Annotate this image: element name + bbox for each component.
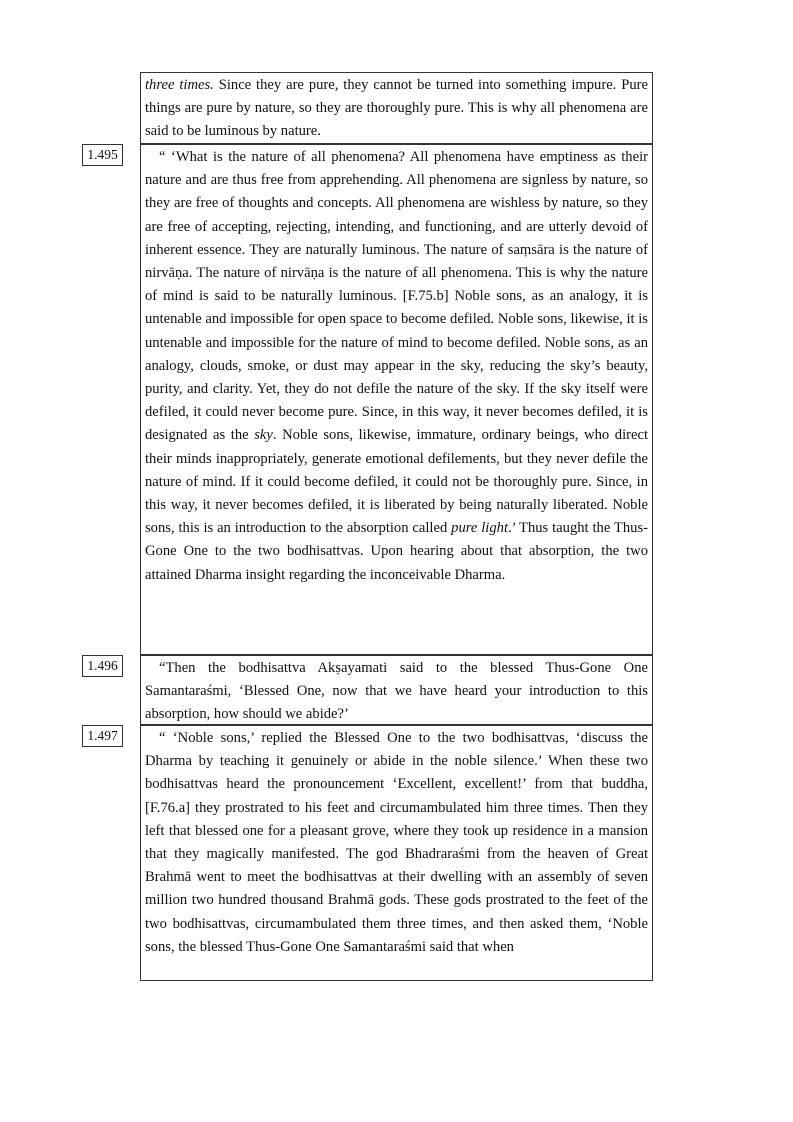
paragraph-number: 1.496 [82,655,123,677]
paragraph-number: 1.495 [82,144,123,166]
text-segment: “ ‘Noble sons,’ replied the Blessed One to the two bodhisattvas, ‘discuss the Dharma by teaching it genuinely or abide in the noble silence.’ When these two bodhisattvas heard the pronouncement ‘Excellent, excellent!’ from that buddha, [F.76.a] they prostrated to his feet and circumambulated him three times. Then they left that blessed one for a pleasant grove, where they took up residence in a mansion that they magically manifested. The god Bhadraraśmi from the heaven of Great Brahmā went to meet the bodhisattvas at their dwelling with an assembly of seven million two hundred thousand Brahmā gods. These gods prostrated to the feet of the two bodhisattvas, circumambulated them three times, and then asked them, ‘Noble sons, the blessed Thus-Gone One Samantaraśmi said that when [145,730,648,955]
paragraph-number: 1.497 [82,725,123,747]
text-segment: .’ Thus taught the Thus-Gone One to the two bodhisattvas. Upon hearing about that absorption, the two attained Dharma insight regarding the inconceivable Dharma. [145,520,648,583]
text-italic: pure light [451,520,508,537]
text-segment: “ ‘What is the nature of all phenomena? All phenomena have emptiness as their nature and are thus free from apprehending. All phenomena are signless by nature, so they are free of thoughts and concepts. All phenomena are wishless by nature, so they are free of accepting, rejecting, intending, and functioning, and are utterly devoid of inherent essence. They are naturally luminous. The nature of saṃsāra is the nature of nirvāṇa. The nature of nirvāṇa is the nature of all phenomena. This is why the nature of mind is said to be naturally luminous. [F.75.b] Noble sons, as an analogy, it is untenable and impossible for open space to become defiled. Noble sons, likewise, it is untenable and impossible for the nature of mind to become defiled. Noble sons, as an analogy, clouds, smoke, or dust may appear in the sky, reducing the sky’s beauty, purity, and clarity. Yet, they do not defile the nature of the sky. If the sky itself were defiled, it could never become pure. Since, in this way, it never becomes defiled, it is designated as the [145,149,648,444]
paragraph-1-495 [140,144,653,655]
text-segment: “Then the bodhisattva Akṣayamati said to the blessed Thus-Gone One Samantaraśmi, ‘Blessed One, now that we have heard your introduction to this absorption, how should we abide?’ [145,660,648,723]
paragraph-text [145,74,648,144]
text-italic: three times. [145,77,214,93]
text-segment: . Noble sons, likewise, immature, ordinary beings, who direct their minds inappropriately, generate emotional defilements, but they never defile the nature of mind. If it could become defiled, it could not be thoroughly pure. Since, in this way, it never becomes defiled, it is liberated by being naturally liberated. Noble sons, this is an introduction to the absorption called [145,427,649,537]
text-italic: sky [254,427,273,444]
paragraph-1-497 [140,725,653,981]
paragraph-1-496 [140,655,653,725]
paragraph-text [145,727,648,959]
paragraph-text [145,146,648,587]
paragraph-continuation [140,72,653,144]
paragraph-text [145,657,648,727]
text-segment: Since they are pure, they cannot be turned into something impure. Pure things are pure by nature, so they are thoroughly pure. This is why all phenomena are said to be luminous by nature. [145,77,648,140]
